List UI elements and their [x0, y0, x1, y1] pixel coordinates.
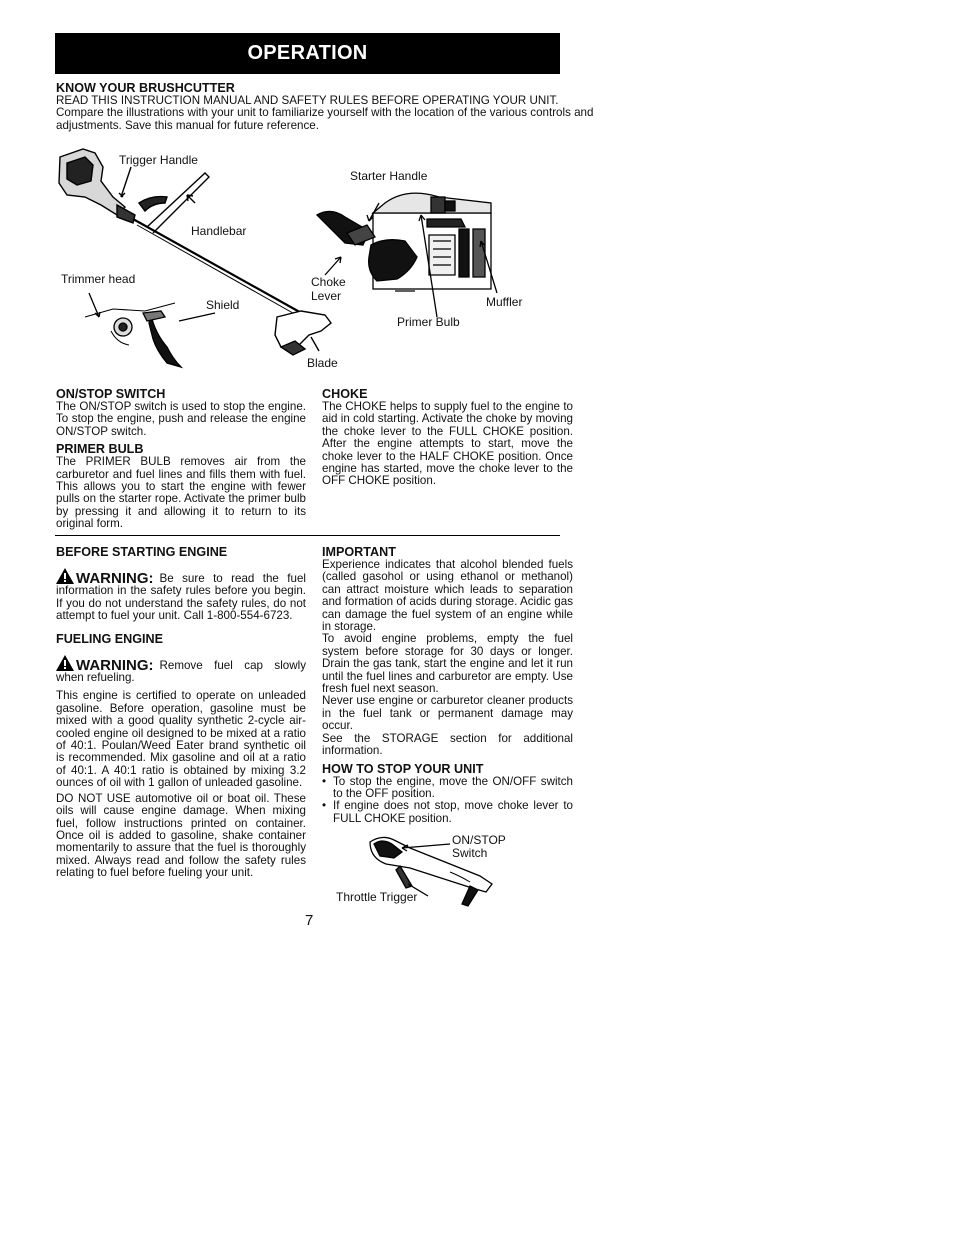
section-title-banner	[55, 33, 560, 74]
intro-line-1: READ THIS INSTRUCTION MANUAL AND SAFETY RULES BEFORE OPERATING YOUR UNIT.	[56, 94, 559, 107]
important-paragraph-1: Experience indicates that alcohol blended fuels (called gasohol or using ethanol or methanol) can attract moisture which leads to separation and formation of acids during storage. Acidic gas can damage the fuel system of an engine while in storage.	[322, 558, 573, 634]
before-starting-heading: BEFORE STARTING ENGINE	[56, 545, 228, 559]
label-switch: Switch	[452, 846, 488, 860]
warning-triangle-icon	[56, 655, 74, 671]
important-right-column	[322, 545, 573, 825]
on-stop-switch-diagram	[330, 826, 530, 912]
label-blade: Blade	[307, 356, 338, 370]
label-throttle-trigger: Throttle Trigger	[336, 890, 418, 904]
warning-triangle-icon	[56, 568, 74, 584]
important-paragraph-3: Never use engine or carburetor cleaner products in the fuel tank or permanent damage may occur.	[322, 694, 573, 733]
how-to-stop-list	[322, 776, 573, 826]
fuel-left-column	[56, 545, 306, 880]
warning-label: WARNING:	[76, 570, 154, 587]
label-choke: Choke	[311, 275, 346, 289]
important-paragraph-4: See the STORAGE section for additional information.	[322, 731, 573, 758]
warning-text: Be sure to read the fuel information in the safety rules before you begin. If you do not understand the safety rules, do not attempt to fuel your unit. Call 1-800-554-6723.	[56, 572, 306, 623]
warning-text: Remove fuel cap slowly when refueling.	[56, 658, 306, 685]
choke-heading: CHOKE	[322, 387, 368, 401]
engine-inset	[317, 193, 497, 317]
choke-text: The CHOKE helps to supply fuel to the engine to aid in cold starting. Activate the choke by moving the choke lever to the FULL CHOKE position. After the engine attempts to start, move the choke lever to the HALF CHOKE position. Once engine has started, move the choke lever to the OFF CHOKE position.	[322, 400, 573, 488]
label-shield: Shield	[206, 298, 240, 312]
label-starter-handle: Starter Handle	[350, 169, 428, 183]
on-stop-heading: ON/STOP SWITCH	[56, 387, 166, 401]
controls-left-column	[56, 387, 306, 531]
on-stop-text: The ON/STOP switch is used to stop the engine. To stop the engine, push and release the engine ON/STOP switch.	[56, 400, 306, 438]
intro-heading: KNOW YOUR BRUSHCUTTER	[56, 81, 235, 95]
brushcutter-illustration	[55, 145, 585, 375]
label-lever: Lever	[311, 289, 342, 303]
label-primer-bulb: Primer Bulb	[397, 315, 460, 329]
label-handlebar: Handlebar	[191, 224, 247, 238]
list-item: • If engine does not stop, move choke lever to FULL CHOKE position.	[322, 800, 573, 825]
page-number: 7	[305, 912, 314, 929]
fueling-paragraph-2: DO NOT USE automotive oil or boat oil. These oils will cause engine damage. When mixing fuel, follow instructions printed on container. Once oil is added to gasoline, shake container momentarily to assure that the fuel is thoroughly mixed. Always read and follow the safety rules relating to fuel before fueling your unit.	[56, 791, 306, 880]
page-title: OPERATION	[247, 42, 368, 64]
label-trimmer-head: Trimmer head	[61, 272, 136, 286]
fueling-paragraph-1: This engine is certified to operate on unleaded gasoline. Before operation, gasoline must be mixed with a good quality synthetic 2-cycle air-cooled engine oil designed to be mixed at a ratio of 40:1. Poulan/Weed Eater brand synthetic oil is recommended. Mix gasoline and oil at a ratio of 40:1. A 40:1 ratio is obtained by mixing 3.2 ounces of oil with 1 gallon of unleaded gasoline.	[56, 689, 306, 790]
important-paragraph-2: To avoid engine problems, empty the fuel system before storage for 30 days or longer. Drain the gas tank, start the engine and let it run until the fuel lines and carburetor are empty. Use fresh fuel next season.	[322, 632, 573, 696]
intro-line-2: Compare the illustrations with your unit to familiarize yourself with the location of the various controls and adjustments. Save this manual for future reference.	[56, 106, 594, 132]
warning-label: WARNING:	[76, 656, 154, 674]
intro-section	[56, 81, 596, 132]
choke-section	[322, 387, 573, 488]
primer-bulb-text: The PRIMER BULB removes air from the carburetor and fuel lines and fills them with fuel. This allows you to start the engine with fewer pulls on the starter rope. Activate the primer bulb by pressing it and allowing it to return to its original form.	[56, 455, 306, 531]
label-trigger-handle: Trigger Handle	[119, 153, 198, 167]
brushcutter-diagram	[55, 145, 585, 375]
trimmer-head-inset	[85, 293, 215, 367]
how-to-stop-heading: HOW TO STOP YOUR UNIT	[322, 761, 484, 776]
section-divider	[55, 535, 560, 536]
label-muffler: Muffler	[486, 295, 523, 309]
before-starting-warning	[56, 568, 306, 623]
primer-bulb-heading: PRIMER BULB	[56, 442, 144, 457]
fueling-warning	[56, 655, 306, 685]
list-item: • To stop the engine, move the ON/OFF switch to the OFF position.	[322, 776, 573, 801]
important-heading: IMPORTANT	[322, 545, 396, 559]
fueling-heading: FUELING ENGINE	[56, 631, 164, 646]
label-on-stop: ON/STOP	[452, 833, 506, 847]
